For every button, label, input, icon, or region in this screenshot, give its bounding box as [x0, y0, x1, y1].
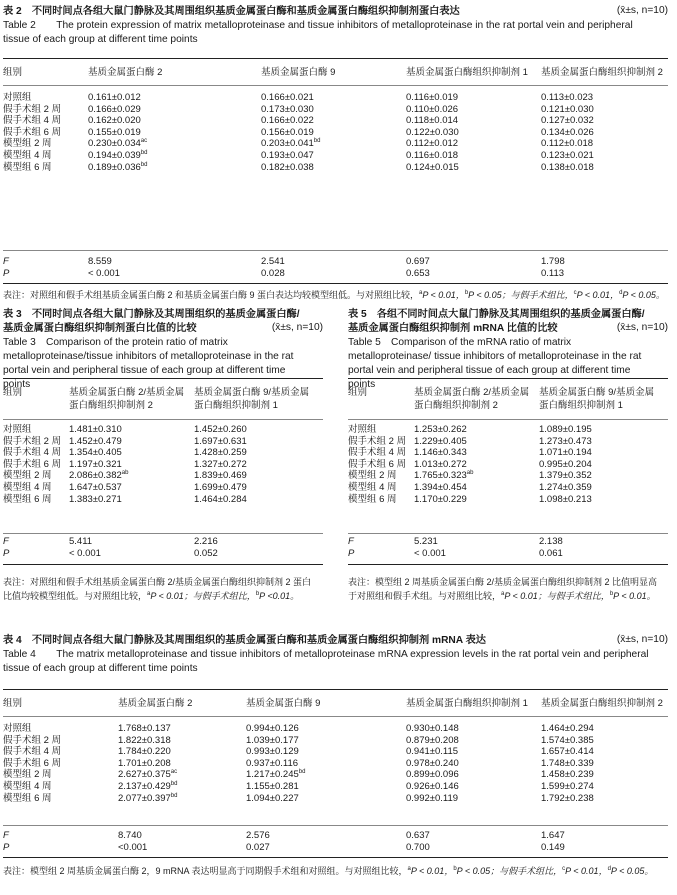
cell-value: 0.182±0.038 — [261, 161, 314, 173]
table-row — [3, 447, 323, 459]
cell-value: 2.077±0.397 — [118, 792, 171, 804]
table-row — [3, 746, 668, 758]
table2-body — [3, 92, 668, 173]
table-row — [3, 470, 323, 482]
table3-title-en-4: points — [3, 379, 31, 390]
cell-value: 0.138±0.018 — [541, 161, 594, 173]
table5-col-ratio2-a: 基质金属蛋白酶 9/基质金属 — [539, 387, 655, 398]
table3-footnote: 表注：对照组和假手术组基质金属蛋白酶 2/基质金属蛋白酶组织抑制剂 2 蛋白 比值均较模型组低。与对照组比较，$^a$P < 0.01；与假手术组比，$^b$P <0.01。 — [3, 577, 312, 601]
stat-value: 0.027 — [246, 841, 270, 853]
stat-value: 2.138 — [539, 536, 563, 547]
table-row — [3, 793, 668, 805]
group-label: 模型组 4 周 — [3, 780, 52, 792]
stat-value: 0.052 — [194, 547, 218, 559]
cell-value: 2.627±0.375 — [118, 769, 171, 781]
stats-row-f — [3, 830, 668, 842]
stat-value: <0.001 — [118, 841, 148, 853]
cell-value: 1.354±0.405 — [69, 447, 122, 459]
table2-col-timp2: 基质金属蛋白酶组织抑制剂 2 — [541, 67, 663, 78]
table2 — [3, 58, 668, 256]
table5-sd-label: (x̄±s, n=10) — [616, 322, 668, 333]
group-label: 模型组 6 周 — [3, 161, 52, 173]
cell-value: 0.937±0.116 — [246, 757, 299, 769]
cell-value: 0.162±0.020 — [88, 115, 141, 127]
stat-value: < 0.001 — [414, 547, 446, 559]
cell-value: 0.118±0.014 — [406, 115, 459, 127]
cell-value: 0.992±0.119 — [406, 792, 459, 804]
table-row — [3, 138, 668, 150]
group-label: 模型组 2 周 — [348, 470, 397, 482]
group-label: 对照组 — [3, 92, 32, 103]
table3-col-ratio1-a: 基质金属蛋白酶 2/基质金属 — [69, 387, 185, 398]
cell-value: 0.194±0.039 — [88, 149, 141, 161]
table5-header — [348, 386, 668, 412]
table3-col-ratio1-b: 蛋白酶组织抑制剂 2 — [69, 400, 153, 411]
cell-value: 2.086±0.382 — [69, 470, 122, 482]
group-label: 模型组 2 周 — [3, 470, 52, 482]
table-row — [3, 769, 668, 781]
table3-title-en-2: metalloproteinase/tissue inhibitors of metalloproteinase in the rat — [3, 351, 294, 362]
cell-value: 0.112±0.012 — [406, 138, 459, 150]
table3-sd-label: (x̄±s, n=10) — [271, 322, 323, 333]
table3-col-group: 组别 — [3, 387, 23, 398]
group-label: 假手术组 4 周 — [3, 746, 62, 758]
cell-value: 1.039±0.177 — [246, 734, 299, 746]
cell-value: 1.379±0.352 — [539, 470, 592, 482]
cell-value: 0.127±0.032 — [541, 115, 594, 127]
significance-mark: bd — [140, 161, 148, 168]
table-row — [348, 470, 668, 482]
cell-value: 1.327±0.272 — [194, 458, 247, 470]
cell-value: 1.071±0.194 — [539, 447, 592, 459]
cell-value: 1.701±0.208 — [118, 757, 171, 769]
group-label: 对照组 — [348, 424, 377, 435]
cell-value: 1.273±0.473 — [539, 435, 592, 447]
stat-value: 8.740 — [118, 830, 142, 841]
table4-title-cn: 表 4 不同时间点各组大鼠门静脉及其周围组织的基质金属蛋白酶和基质金属蛋白酶组织抑制剂 mRNA 表达 — [3, 635, 486, 646]
table2-col-mmp9: 基质金属蛋白酶 9 — [261, 67, 336, 78]
cell-value: 0.203±0.041 — [261, 138, 314, 150]
cell-value: 0.230±0.034 — [88, 138, 141, 150]
cell-value: 0.994±0.126 — [246, 723, 299, 734]
stat-value: 0.113 — [541, 268, 565, 279]
stat-value: < 0.001 — [88, 268, 120, 279]
cell-value: 0.113±0.023 — [541, 92, 594, 103]
table4-col-timp2: 基质金属蛋白酶组织抑制剂 2 — [541, 698, 663, 709]
table5-title-cn-1: 表 5 各组不同时间点大鼠门静脉及其周围组织的基质金属蛋白酶/ — [348, 309, 645, 320]
stats-row-f — [3, 536, 323, 548]
table-row — [348, 459, 668, 471]
table5-col-ratio1-a: 基质金属蛋白酶 2/基质金属 — [414, 387, 530, 398]
cell-value: 1.748±0.339 — [541, 757, 594, 769]
table-row — [3, 723, 668, 735]
stat-value: 2.576 — [246, 830, 270, 841]
cell-value: 1.098±0.213 — [539, 493, 592, 505]
table5-title-en-1: Table 5 Comparison of the mRNA ratio of matrix — [348, 337, 572, 348]
cell-value: 1.428±0.259 — [194, 447, 247, 459]
table3-title-en-3: portal vein and peripheral tissue of each group at different time — [3, 365, 286, 376]
cell-value: 0.123±0.021 — [541, 149, 594, 161]
cell-value: 0.161±0.012 — [88, 92, 141, 103]
table4-sd-label: (x̄±s, n=10) — [616, 634, 668, 645]
group-label: 模型组 4 周 — [3, 481, 52, 493]
table3-col-ratio2-a: 基质金属蛋白酶 9/基质金属 — [194, 387, 310, 398]
cell-value: 0.926±0.146 — [406, 780, 459, 792]
table5-col-ratio1-b: 蛋白酶组织抑制剂 2 — [414, 400, 498, 411]
cell-value: 0.156±0.019 — [261, 126, 314, 138]
cell-value: 1.647±0.537 — [69, 481, 122, 493]
significance-mark: bd — [313, 138, 321, 145]
table4-col-group: 组别 — [3, 698, 23, 709]
table-row — [3, 459, 323, 471]
table5 — [348, 378, 668, 578]
table4-col-timp1: 基质金属蛋白酶组织抑制剂 1 — [406, 698, 528, 709]
cell-value: 0.193±0.047 — [261, 149, 314, 161]
cell-value: 1.229±0.405 — [414, 435, 467, 447]
cell-value: 1.464±0.294 — [541, 723, 594, 734]
table-row — [348, 424, 668, 436]
cell-value: 0.166±0.029 — [88, 103, 141, 115]
cell-value: 1.383±0.271 — [69, 493, 122, 505]
table-row — [3, 92, 668, 104]
significance-mark: bd — [170, 780, 178, 787]
table-row — [3, 482, 323, 494]
table3 — [3, 378, 323, 578]
table2-header — [3, 66, 668, 79]
table4-title-en-2: tissue of each group at different time points — [3, 663, 198, 674]
stat-label: F — [348, 536, 354, 547]
cell-value: 0.122±0.030 — [406, 126, 459, 138]
stat-value: 0.700 — [406, 841, 430, 853]
cell-value: 0.879±0.208 — [406, 734, 459, 746]
stat-value: 1.798 — [541, 256, 565, 267]
cell-value: 1.792±0.238 — [541, 792, 594, 804]
group-label: 模型组 2 周 — [3, 769, 52, 781]
table4-title-en-1: Table 4 The matrix metalloproteinase and tissue inhibitors of metalloproteinase mRNA expression levels in the rat portal vein and peripheral — [3, 649, 649, 660]
significance-mark: ab — [466, 470, 474, 477]
table-row — [3, 424, 323, 436]
cell-value: 1.699±0.479 — [194, 481, 247, 493]
table5-col-group: 组别 — [348, 387, 368, 398]
group-label: 模型组 4 周 — [348, 481, 397, 493]
stat-label: F — [3, 536, 9, 547]
table2-sd-label: (x̄±s, n=10) — [616, 5, 668, 16]
stat-value: 0.637 — [406, 830, 430, 841]
stat-value: 0.028 — [261, 268, 285, 279]
stat-value: 5.231 — [414, 536, 438, 547]
cell-value: 1.197±0.321 — [69, 458, 122, 470]
group-label: 假手术组 4 周 — [3, 115, 62, 127]
stat-value: 0.653 — [406, 268, 430, 279]
table-row — [3, 781, 668, 793]
table-row — [3, 127, 668, 139]
table3-title-en-1: Table 3 Comparison of the protein ratio of matrix — [3, 337, 228, 348]
table-row — [3, 735, 668, 747]
cell-value: 1.784±0.220 — [118, 746, 171, 758]
cell-value: 1.253±0.262 — [414, 424, 467, 435]
group-label: 假手术组 6 周 — [3, 458, 62, 470]
cell-value: 1.274±0.359 — [539, 481, 592, 493]
significance-mark: bd — [170, 792, 178, 799]
cell-value: 1.822±0.318 — [118, 734, 171, 746]
cell-value: 1.657±0.414 — [541, 746, 594, 758]
cell-value: 1.599±0.274 — [541, 780, 594, 792]
stats-row-f — [348, 536, 668, 548]
stat-value: < 0.001 — [69, 547, 101, 559]
table2-title-cn: 表 2 不同时间点各组大鼠门静脉及其周围组织基质金属蛋白酶和基质金属蛋白酶组织抑制剂蛋白表达 — [3, 6, 460, 17]
stat-label: P — [3, 268, 10, 279]
table-row — [3, 162, 668, 174]
cell-value: 0.930±0.148 — [406, 723, 459, 734]
cell-value: 1.013±0.272 — [414, 458, 467, 470]
cell-value: 0.155±0.019 — [88, 126, 141, 138]
cell-value: 1.765±0.323 — [414, 470, 467, 482]
table5-title-en-3: portal vein and peripheral tissue of each group at different time — [348, 365, 631, 376]
table2-title-en-2: tissue of each group at different time points — [3, 34, 198, 45]
stat-label: P — [3, 547, 10, 559]
cell-value: 0.110±0.026 — [406, 103, 459, 115]
table5-col-ratio2-b: 蛋白酶组织抑制剂 1 — [539, 400, 623, 411]
cell-value: 0.189±0.036 — [88, 161, 141, 173]
table-row — [3, 758, 668, 770]
table4-body — [3, 723, 668, 804]
table-row — [348, 482, 668, 494]
table-row — [3, 150, 668, 162]
stat-value: 0.149 — [541, 841, 565, 853]
cell-value: 1.458±0.239 — [541, 769, 594, 781]
table5-stats — [348, 536, 668, 559]
group-label: 假手术组 2 周 — [3, 103, 62, 115]
stat-value: 0.697 — [406, 256, 430, 267]
cell-value: 0.978±0.240 — [406, 757, 459, 769]
cell-value: 1.452±0.479 — [69, 435, 122, 447]
table4-col-mmp9: 基质金属蛋白酶 9 — [246, 698, 321, 709]
stat-value: 2.541 — [261, 256, 285, 267]
table3-title-cn-1: 表 3 不同时间点各组大鼠门静脉及其周围组织的基质金属蛋白酶/ — [3, 309, 300, 320]
cell-value: 1.464±0.284 — [194, 493, 247, 505]
group-label: 模型组 6 周 — [3, 493, 52, 505]
significance-mark: bd — [298, 769, 306, 776]
cell-value: 0.173±0.030 — [261, 103, 314, 115]
table3-title-cn-2: 基质金属蛋白酶组织抑制剂蛋白比值的比较 — [3, 323, 197, 334]
cell-value: 1.768±0.137 — [118, 723, 171, 734]
cell-value: 0.121±0.030 — [541, 103, 594, 115]
table4-col-mmp2: 基质金属蛋白酶 2 — [118, 698, 193, 709]
table-row — [3, 494, 323, 506]
stats-row-p — [3, 268, 668, 280]
group-label: 假手术组 6 周 — [3, 757, 62, 769]
cell-value: 0.166±0.022 — [261, 115, 314, 127]
cell-value: 0.116±0.018 — [406, 149, 459, 161]
stat-value: 2.216 — [194, 536, 218, 547]
table3-stats — [3, 536, 323, 559]
significance-mark: bd — [140, 149, 148, 156]
cell-value: 0.112±0.018 — [541, 138, 594, 150]
cell-value: 0.993±0.129 — [246, 746, 299, 758]
table2-block — [3, 5, 668, 47]
cell-value: 1.697±0.631 — [194, 435, 247, 447]
cell-value: 1.155±0.281 — [246, 780, 299, 792]
table3-body — [3, 424, 323, 505]
cell-value: 1.217±0.245 — [246, 769, 299, 781]
cell-value: 0.116±0.019 — [406, 92, 459, 103]
group-label: 假手术组 6 周 — [348, 458, 407, 470]
stat-value: 5.411 — [69, 536, 93, 547]
significance-mark: ac — [170, 769, 178, 776]
table4-block — [3, 634, 668, 676]
stat-label: F — [3, 256, 9, 267]
cell-value: 0.166±0.021 — [261, 92, 314, 103]
stats-row-p — [3, 548, 323, 560]
group-label: 模型组 6 周 — [3, 792, 52, 804]
table-row — [3, 115, 668, 127]
table5-title-en-4: points — [348, 379, 376, 390]
cell-value: 1.146±0.343 — [414, 447, 467, 459]
cell-value: 1.094±0.227 — [246, 792, 299, 804]
group-label: 假手术组 2 周 — [3, 734, 62, 746]
group-label: 假手术组 2 周 — [348, 435, 407, 447]
group-label: 模型组 2 周 — [3, 138, 52, 150]
stats-row-p — [3, 842, 668, 854]
table2-bottom-rule — [3, 283, 668, 284]
table4 — [3, 689, 668, 889]
cell-value: 0.899±0.096 — [406, 769, 459, 781]
table-row — [3, 104, 668, 116]
significance-mark: ac — [140, 138, 148, 145]
cell-value: 0.134±0.026 — [541, 126, 594, 138]
table-row — [348, 436, 668, 448]
group-label: 假手术组 6 周 — [3, 126, 62, 138]
stat-value: 8.559 — [88, 256, 112, 267]
stat-label: P — [3, 841, 10, 853]
significance-mark: ab — [121, 470, 129, 477]
table2-col-group: 组别 — [3, 67, 23, 78]
cell-value: 0.124±0.015 — [406, 161, 459, 173]
table4-header — [3, 697, 668, 710]
table2-stats — [3, 256, 668, 280]
stat-label: F — [3, 830, 9, 841]
table2-title-en-1: Table 2 The protein expression of matrix metalloproteinase and tissue inhibitors of metalloproteinase in the rat portal vein and peripheral — [3, 20, 633, 31]
group-label: 假手术组 2 周 — [3, 435, 62, 447]
cell-value: 0.941±0.115 — [406, 746, 459, 758]
table2-col-timp1: 基质金属蛋白酶组织抑制剂 1 — [406, 67, 528, 78]
table-row — [348, 494, 668, 506]
table2-col-mmp2: 基质金属蛋白酶 2 — [88, 67, 163, 78]
group-label: 假手术组 4 周 — [3, 447, 62, 459]
table5-body — [348, 424, 668, 505]
table3-header — [3, 386, 323, 412]
cell-value: 1.170±0.229 — [414, 493, 467, 505]
cell-value: 0.995±0.204 — [539, 458, 592, 470]
table4-footnote: 表注：模型组 2 周基质金属蛋白酶 2，9 mRNA 表达明显高于同期假手术组和对照组。与对照组比较，$^a$P < 0.01，$^b$P < 0.05；与假手术组比，$^c$P < 0.01，$^d$P < 0.05。 — [3, 866, 654, 876]
table-row — [348, 447, 668, 459]
cell-value: 1.089±0.195 — [539, 424, 592, 435]
cell-value: 1.452±0.260 — [194, 424, 247, 435]
stat-value: 0.061 — [539, 547, 563, 559]
stats-row-f — [3, 256, 668, 268]
group-label: 模型组 4 周 — [3, 149, 52, 161]
stats-row-p — [348, 548, 668, 560]
cell-value: 2.137±0.429 — [118, 780, 171, 792]
cell-value: 1.481±0.310 — [69, 424, 122, 435]
table4-stats — [3, 830, 668, 853]
group-label: 对照组 — [3, 723, 32, 734]
group-label: 假手术组 4 周 — [348, 447, 407, 459]
stat-label: P — [348, 547, 355, 559]
table5-footnote: 表注：模型组 2 周基质金属蛋白酶 2/基质金属蛋白酶组织抑制剂 2 比值明显高 于对照组和假手术组。与对照组比较，$^a$P < 0.01；与假手术组比，$^b$P < 0.01。 — [348, 577, 658, 601]
group-label: 对照组 — [3, 424, 32, 435]
table5-title-en-2: metalloproteinase/ tissue inhibitors of metalloproteinase in the rat — [348, 351, 642, 362]
cell-value: 1.574±0.385 — [541, 734, 594, 746]
cell-value: 1.394±0.454 — [414, 481, 467, 493]
table5-title-cn-2: 基质金属蛋白酶组织抑制剂 mRNA 比值的比较 — [348, 323, 558, 334]
table2-footnote: 表注：对照组和假手术组基质金属蛋白酶 2 和基质金属蛋白酶 9 蛋白表达均较模型组低。与对照组比较，$^a$P < 0.01，$^b$P < 0.05；与假手术组比，$^c$P < 0.01，$^d$P < 0.05。 — [3, 290, 665, 300]
table3-col-ratio2-b: 蛋白酶组织抑制剂 1 — [194, 400, 278, 411]
group-label: 模型组 6 周 — [348, 493, 397, 505]
table-row — [3, 436, 323, 448]
stat-value: 1.647 — [541, 830, 565, 841]
cell-value: 1.839±0.469 — [194, 470, 247, 482]
